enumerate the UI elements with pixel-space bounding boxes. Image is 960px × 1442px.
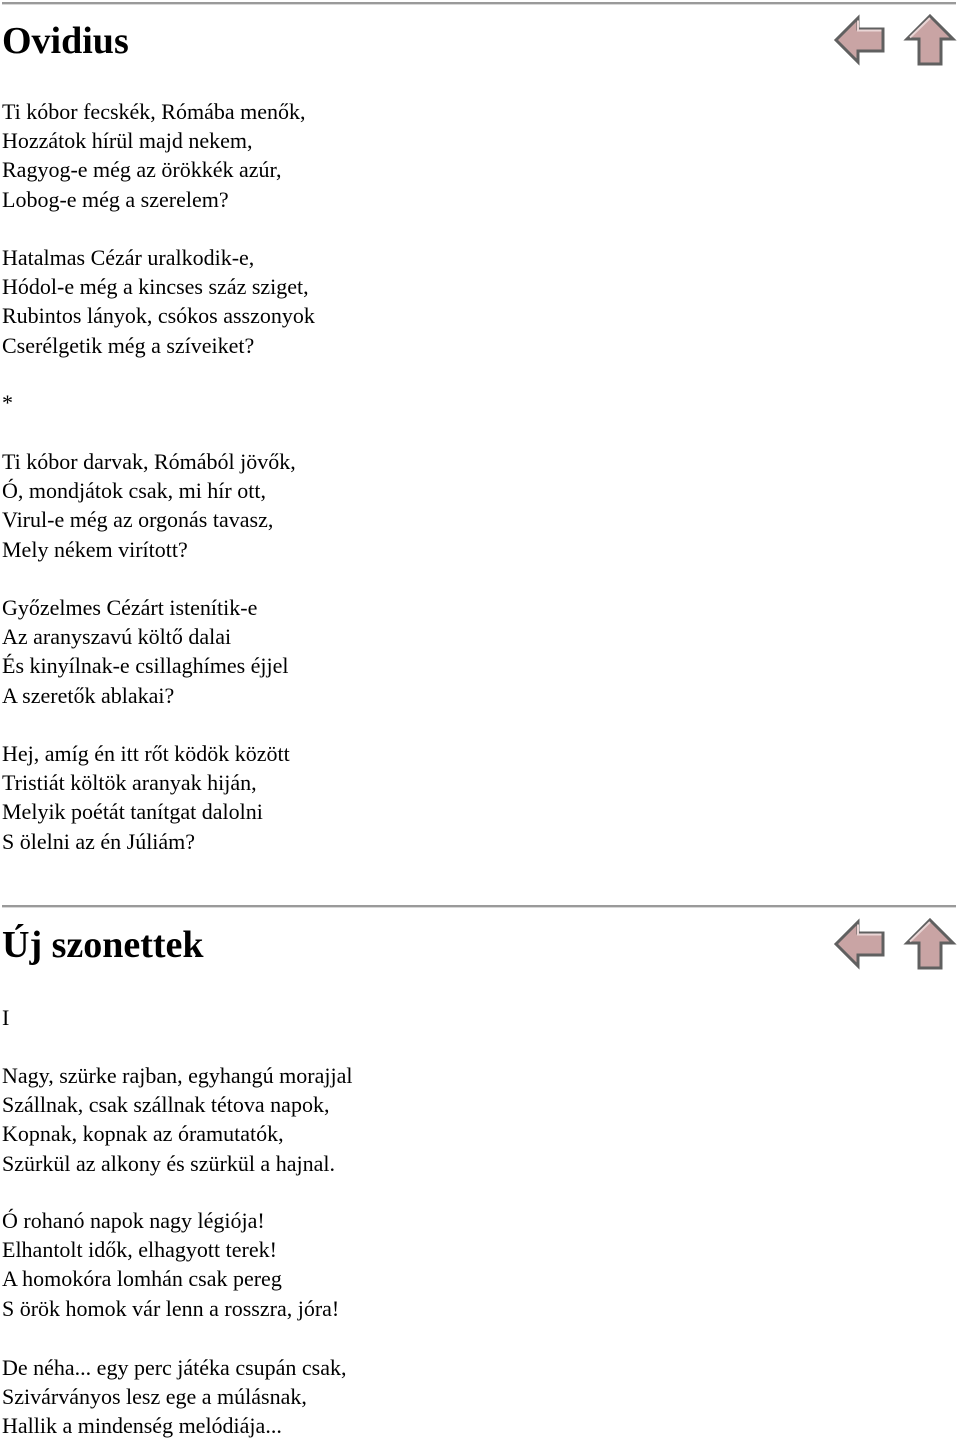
- poem-line: Győzelmes Cézárt istenítik-e: [2, 595, 258, 620]
- arrow-left-icon: [833, 917, 887, 971]
- back-arrow-button[interactable]: [833, 13, 887, 67]
- poem-line: Ragyog-e még az örökkék azúr,: [2, 157, 282, 183]
- stanza: [2, 1061, 352, 1178]
- poem-line: Lobog-e még a szerelem?: [2, 186, 229, 212]
- stanza: [2, 243, 315, 360]
- stanza: [2, 1353, 347, 1441]
- arrow-left-icon: [833, 13, 887, 67]
- stanza: [2, 593, 289, 710]
- poem-line: Ti kóbor fecskék, Rómába menők,: [2, 99, 306, 124]
- poem-line: Mely nékem virított?: [2, 536, 188, 562]
- stanza: [2, 447, 296, 564]
- poem-line: Szállnak, csak szállnak tétova napok,: [2, 1092, 330, 1118]
- poem-line: Hallik a mindenség melódiája...: [2, 1413, 282, 1439]
- poem-line: Ó rohanó napok nagy légiója!: [2, 1208, 265, 1233]
- stanza: [2, 739, 290, 856]
- section-separator: [2, 388, 13, 417]
- stanza: [2, 97, 305, 214]
- poem-line: Szürkül az alkony és szürkül a hajnal.: [2, 1150, 335, 1176]
- up-arrow-button[interactable]: [903, 13, 957, 67]
- poem-line: Hódol-e még a kincses száz sziget,: [2, 274, 309, 300]
- sonnet-roman-numeral: I: [2, 1005, 10, 1030]
- poem-line: A szeretők ablakai?: [2, 682, 175, 708]
- poem-line: Cserélgetik még a szíveiket?: [2, 332, 255, 358]
- poem-line: S örök homok vár lenn a rosszra, jóra!: [2, 1295, 340, 1321]
- sonnet-number: [2, 1003, 9, 1032]
- top-divider: [2, 2, 956, 5]
- poem-line: Hozzátok hírül majd nekem,: [2, 128, 253, 154]
- poem-line: Kopnak, kopnak az óramutatók,: [2, 1121, 284, 1147]
- poem-line: Nagy, szürke rajban, egyhangú morajjal: [2, 1063, 353, 1088]
- poem-line: Virul-e még az orgonás tavasz,: [2, 507, 274, 533]
- navigation-arrows: [833, 13, 957, 67]
- poem-line: Hej, amíg én itt rőt ködök között: [2, 741, 290, 766]
- section-title-ovidius: Ovidius: [2, 20, 129, 62]
- arrow-up-icon: [903, 917, 957, 971]
- stanza: [2, 1206, 339, 1323]
- poem-line: És kinyílnak-e csillaghímes éjjel: [2, 653, 289, 679]
- poem-line: Rubintos lányok, csókos asszonyok: [2, 303, 315, 329]
- poem-line: Ti kóbor darvak, Rómából jövők,: [2, 449, 296, 474]
- up-arrow-button[interactable]: [903, 917, 957, 971]
- poem-line: De néha... egy perc játéka csupán csak,: [2, 1355, 347, 1380]
- poem-line: A homokóra lomhán csak pereg: [2, 1266, 282, 1292]
- poem-line: Elhantolt idők, elhagyott terek!: [2, 1237, 277, 1263]
- navigation-arrows: [833, 917, 957, 971]
- poem-line: Hatalmas Cézár uralkodik-e,: [2, 245, 255, 270]
- poem-line: Melyik poétát tanítgat dalolni: [2, 799, 263, 825]
- arrow-up-icon: [903, 13, 957, 67]
- separator-asterisk: *: [2, 390, 13, 415]
- poem-line: Tristiát költök aranyak hiján,: [2, 770, 257, 796]
- section-divider: [2, 905, 956, 908]
- poem-line: Ó, mondjátok csak, mi hír ott,: [2, 478, 266, 504]
- section-title-uj-szonettek: Új szonettek: [2, 924, 204, 966]
- back-arrow-button[interactable]: [833, 917, 887, 971]
- poem-line: Az aranyszavú költő dalai: [2, 624, 232, 650]
- poem-line: S ölelni az én Júliám?: [2, 828, 196, 854]
- poem-line: Szivárványos lesz ege a múlásnak,: [2, 1384, 307, 1410]
